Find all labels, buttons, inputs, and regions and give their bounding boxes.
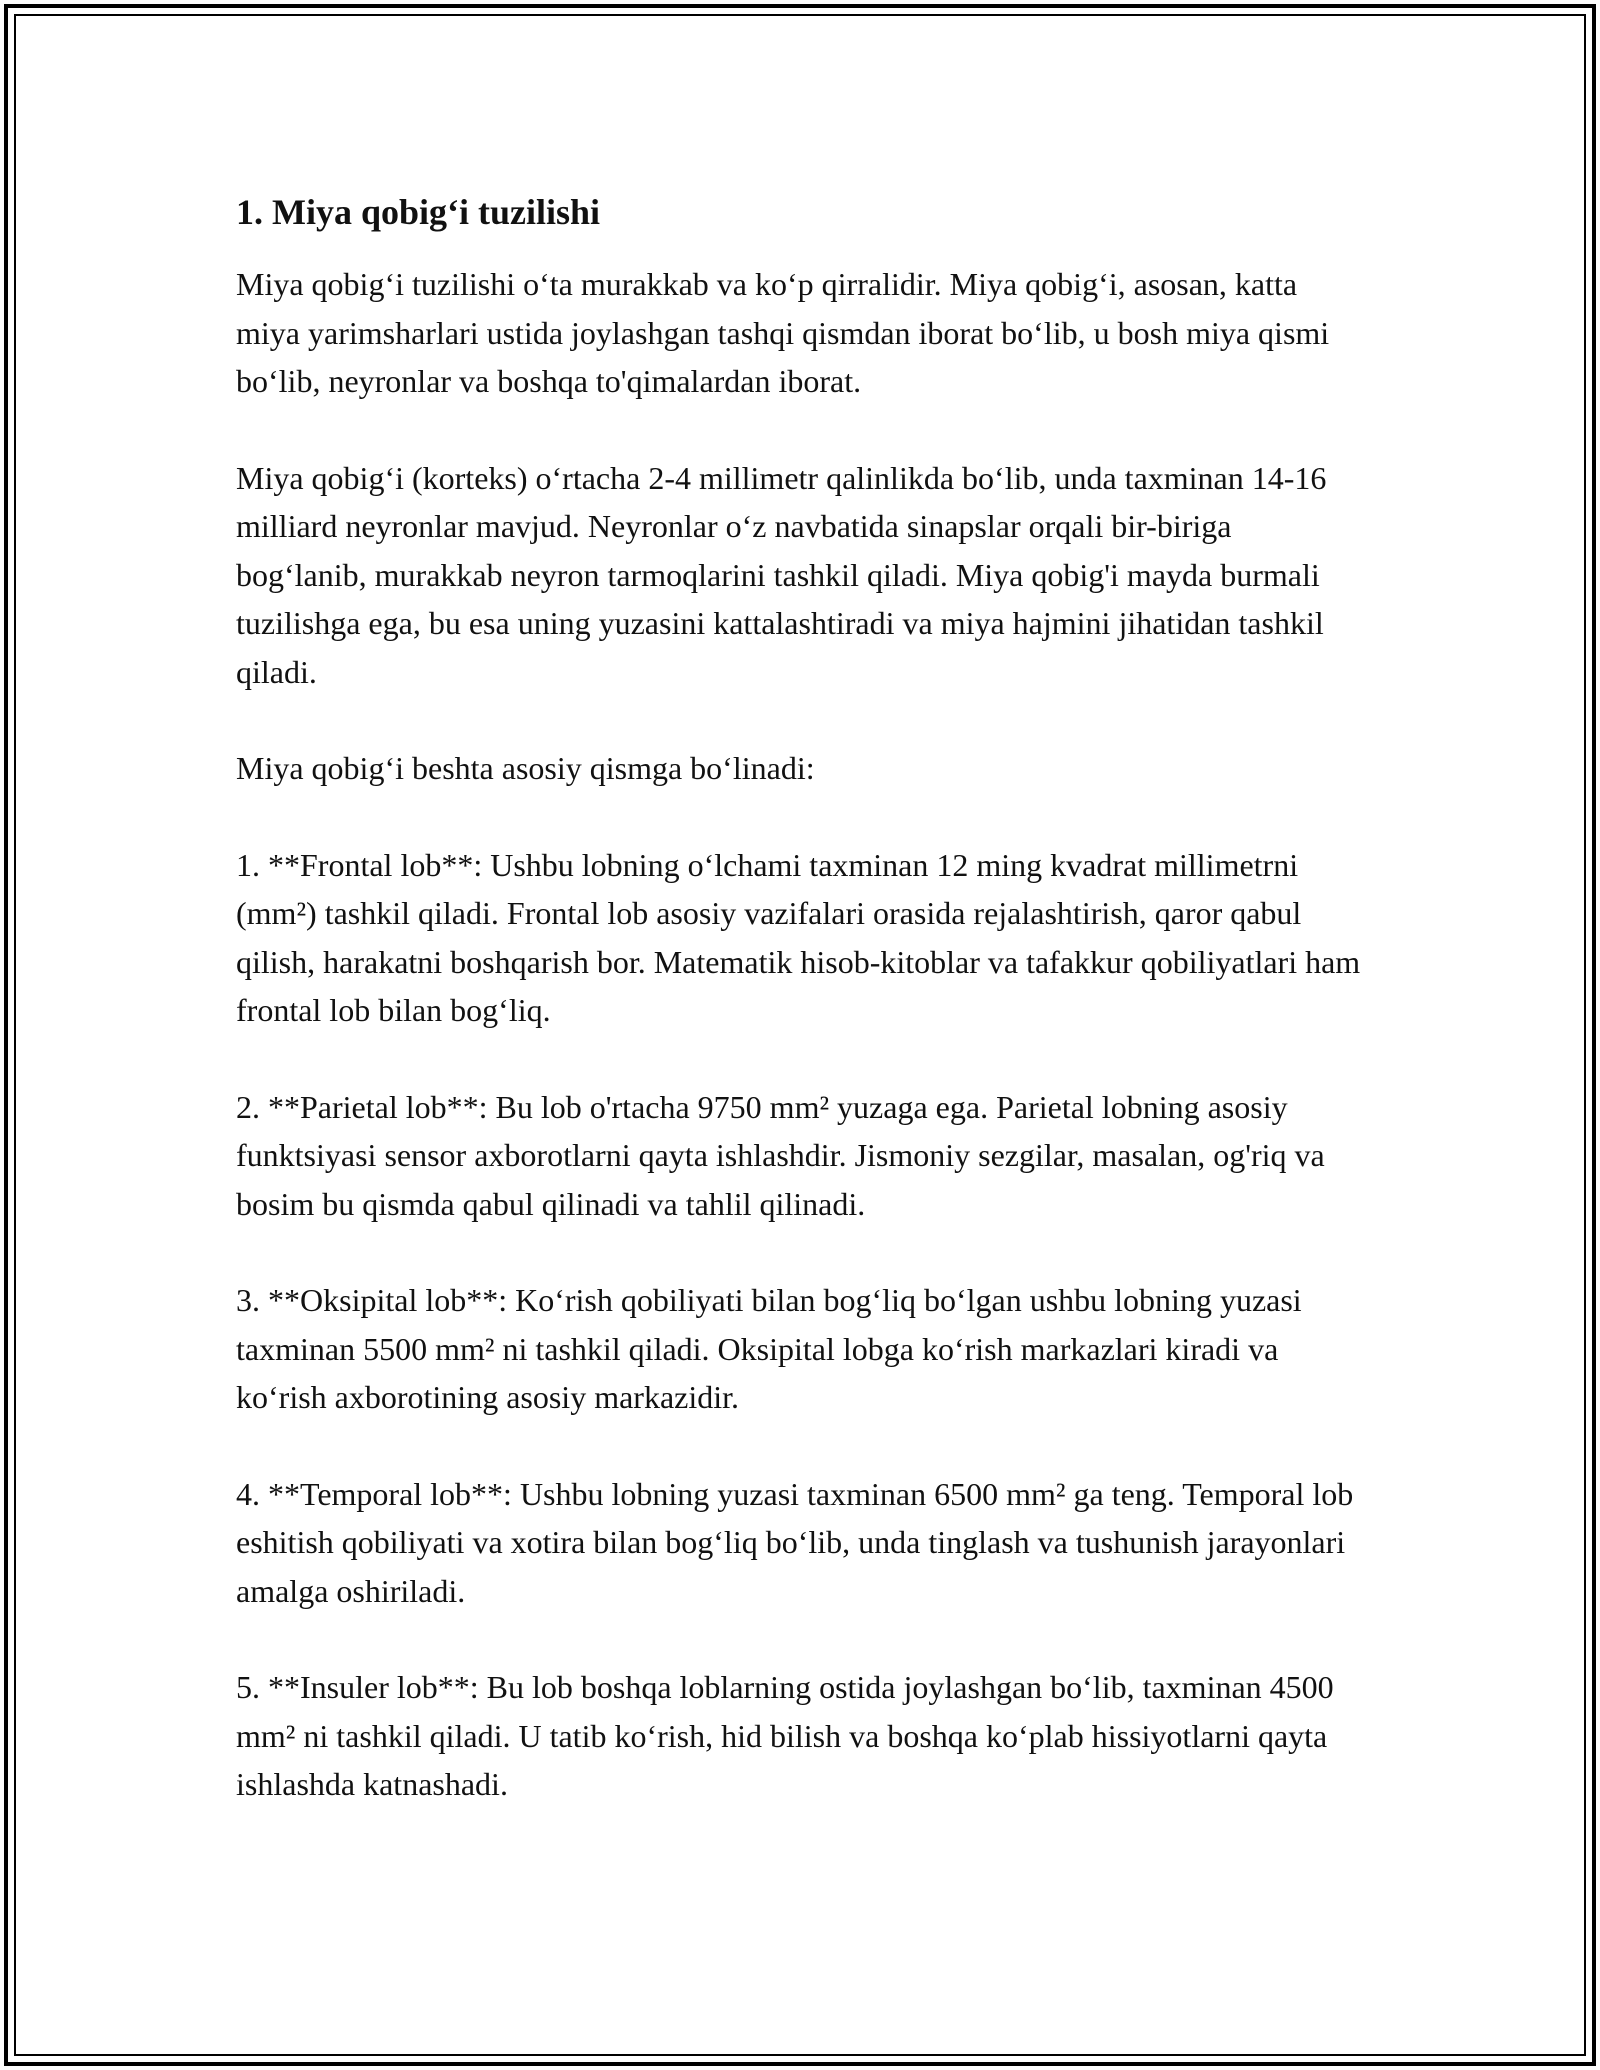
temporal-lob-paragraph: 4. **Temporal lob**: Ushbu lobning yuzasi taxminan 6500 mm² ga teng. Temporal lob eshitish qobiliyati va xotira bilan bog‘liq bo‘lib, unda tinglash va tushunish jarayonlari amalga oshiriladi. <box>236 1475 1354 1609</box>
intro-paragraph: Miya qobig‘i tuzilishi o‘ta murakkab va ko‘p qirralidir. Miya qobig‘i, asosan, katta miya yarimsharlari ustida joylashgan tashqi qismdan iborat bo‘lib, u bosh miya qismi bo‘lib, neyronlar va boshqa to'qimalardan iborat. <box>236 266 1330 399</box>
document-body <box>236 188 1364 1857</box>
cortex-paragraph: Miya qobig‘i (korteks) o‘rtacha 2-4 millimetr qalinlikda bo‘lib, unda taxminan 14-16 milliard neyronlar mavjud. Neyronlar o‘z navbatida sinapslar orqali bir-biriga bog‘lanib, murakkab neyron tarmoqlarini tashkil qiladi. Miya qobig'i mayda burmali tuzilishga ega, bu esa uning yuzasini kattalashtiradi va miya hajmini jihatidan tashkil qiladi. <box>236 459 1327 690</box>
section-heading: 1. Miya qobig‘i tuzilishi <box>236 192 601 232</box>
parietal-lob-paragraph: 2. **Parietal lob**: Bu lob o'rtacha 9750 mm² yuzaga ega. Parietal lobning asosiy funktsiyasi sensor axborotlarni qayta ishlashdir. Jismoniy sezgilar, masalan, og'riq va bosim bu qismda qabul qilinadi va tahlil qilinadi. <box>236 1088 1325 1222</box>
insuler-lob-paragraph: 5. **Insuler lob**: Bu lob boshqa loblarning ostida joylashgan bo‘lib, taxminan 4500 mm² ni tashkil qiladi. U tatib ko‘rish, hid bilish va boshqa ko‘plab hissiyotlarni qayta ishlashda katnashadi. <box>236 1669 1334 1802</box>
lobes-intro-paragraph: Miya qobig‘i beshta asosiy qismga bo‘linadi: <box>236 750 815 786</box>
oksipital-lob-paragraph: 3. **Oksipital lob**: Ko‘rish qobiliyati bilan bog‘liq bo‘lgan ushbu lobning yuzasi taxminan 5500 mm² ni tashkil qiladi. Oksipital lobga ko‘rish markazlari kiradi va ko‘rish axborotining asosiy markazidir. <box>236 1282 1302 1415</box>
frontal-lob-paragraph: 1. **Frontal lob**: Ushbu lobning o‘lchami taxminan 12 ming kvadrat millimetrni (mm²) tashkil qiladi. Frontal lob asosiy vazifalari orasida rejalashtirish, qaror qabul qilish, harakatni boshqarish bor. Matematik hisob-kitoblar va tafakkur qobiliyatlari ham frontal lob bilan bog‘liq. <box>236 846 1361 1028</box>
